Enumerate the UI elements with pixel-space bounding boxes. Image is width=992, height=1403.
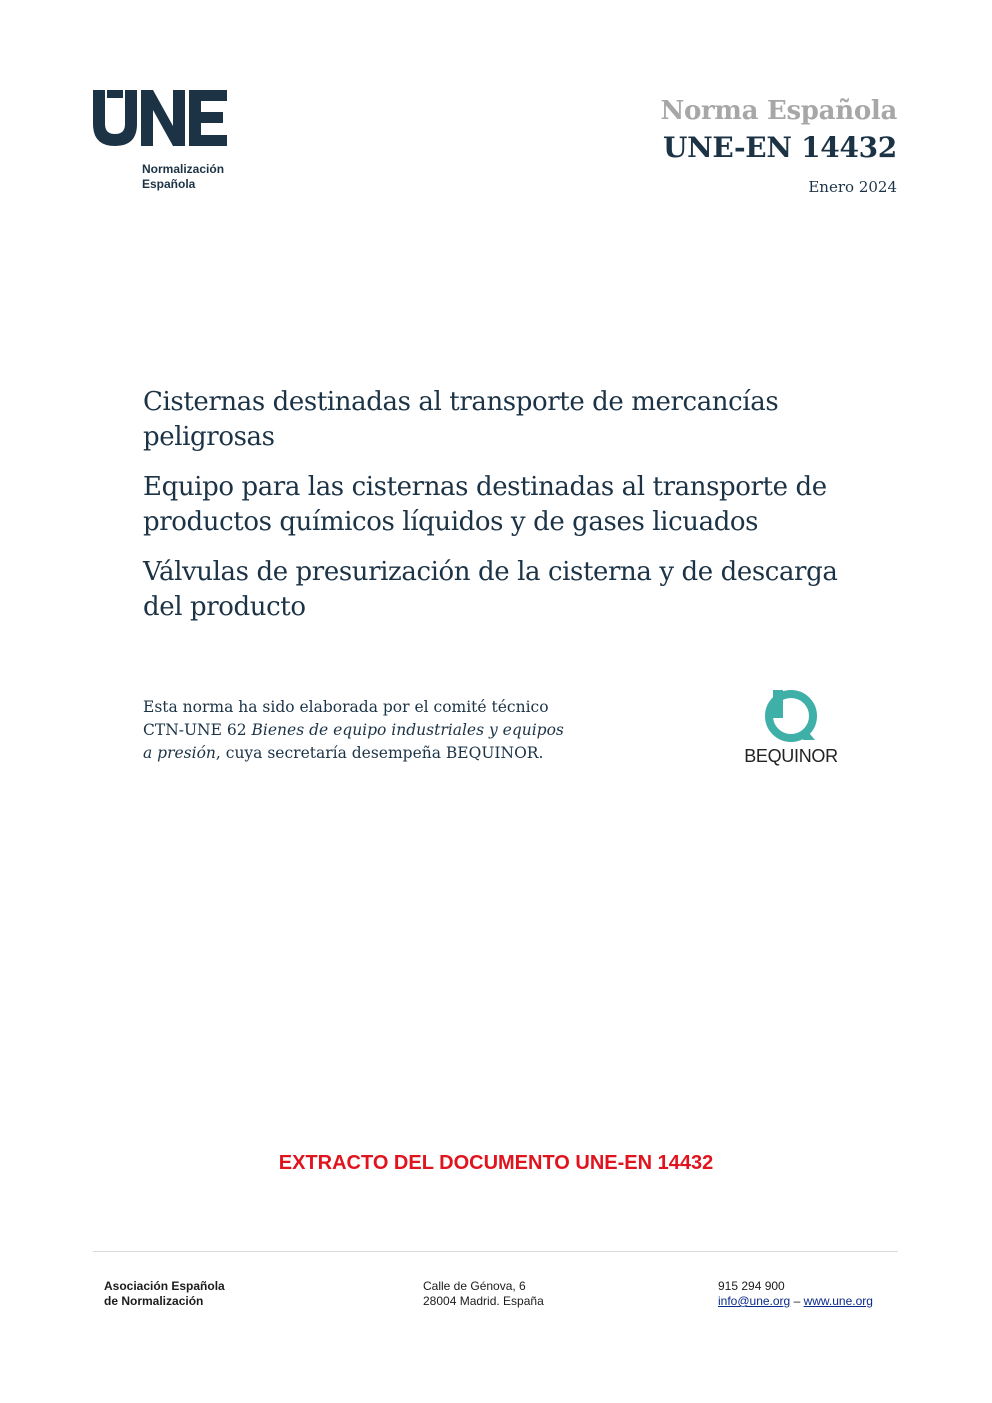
committee-name-part-1: Bienes de equipo industriales y equipos: [251, 721, 564, 739]
title-secondary: Equipo para las cisternas destinadas al transporte de productos químicos líquidos y de gases licuados: [143, 472, 827, 537]
une-logo: [93, 90, 233, 195]
footer-email-link[interactable]: info@une.org: [718, 1294, 791, 1308]
committee-line-1: Esta norma ha sido elaborada por el comité técnico: [143, 698, 549, 716]
bequinor-wordmark: BEQUINOR: [744, 746, 838, 766]
footer-phone: 915 294 900: [718, 1279, 785, 1293]
committee-code: CTN-UNE 62: [143, 721, 252, 739]
footer-contact: [718, 1279, 873, 1309]
footer-organization: [104, 1279, 225, 1309]
footer-divider: [93, 1251, 898, 1252]
committee-statement: [143, 696, 613, 765]
title-tertiary: Válvulas de presurización de la cisterna y de descarga del producto: [143, 557, 838, 622]
footer-links: [718, 1294, 873, 1309]
standard-label: Norma Española: [660, 96, 897, 126]
une-wordmark-icon: [93, 90, 229, 146]
committee-line-3: [143, 742, 613, 765]
une-logo-subtitle-1: Normalización: [142, 162, 225, 176]
publication-date: Enero 2024: [808, 178, 897, 196]
committee-name-part-2: a presión: [143, 744, 216, 762]
bequinor-logo: [737, 690, 847, 770]
footer-link-separator: –: [790, 1294, 804, 1308]
extract-notice: EXTRACTO DEL DOCUMENTO UNE-EN 14432: [278, 1152, 714, 1174]
title-primary: Cisternas destinadas al transporte de mercancías peligrosas: [143, 387, 779, 452]
footer-address-line-2: 28004 Madrid. España: [423, 1294, 544, 1308]
standard-code: UNE-EN 14432: [663, 131, 897, 164]
committee-secretariat: , cuya secretaría desempeña BEQUINOR.: [215, 744, 544, 762]
footer-address: [423, 1279, 544, 1309]
committee-line-2: [143, 719, 613, 742]
footer-org-line-1: Asociación Española: [104, 1279, 225, 1293]
footer-address-line-1: Calle de Génova, 6: [423, 1279, 526, 1293]
une-logo-subtitle-2: Española: [142, 177, 196, 191]
footer-org-line-2: de Normalización: [104, 1294, 204, 1308]
footer-website-link[interactable]: www.une.org: [803, 1294, 873, 1308]
bequinor-mark-icon: [765, 690, 817, 742]
